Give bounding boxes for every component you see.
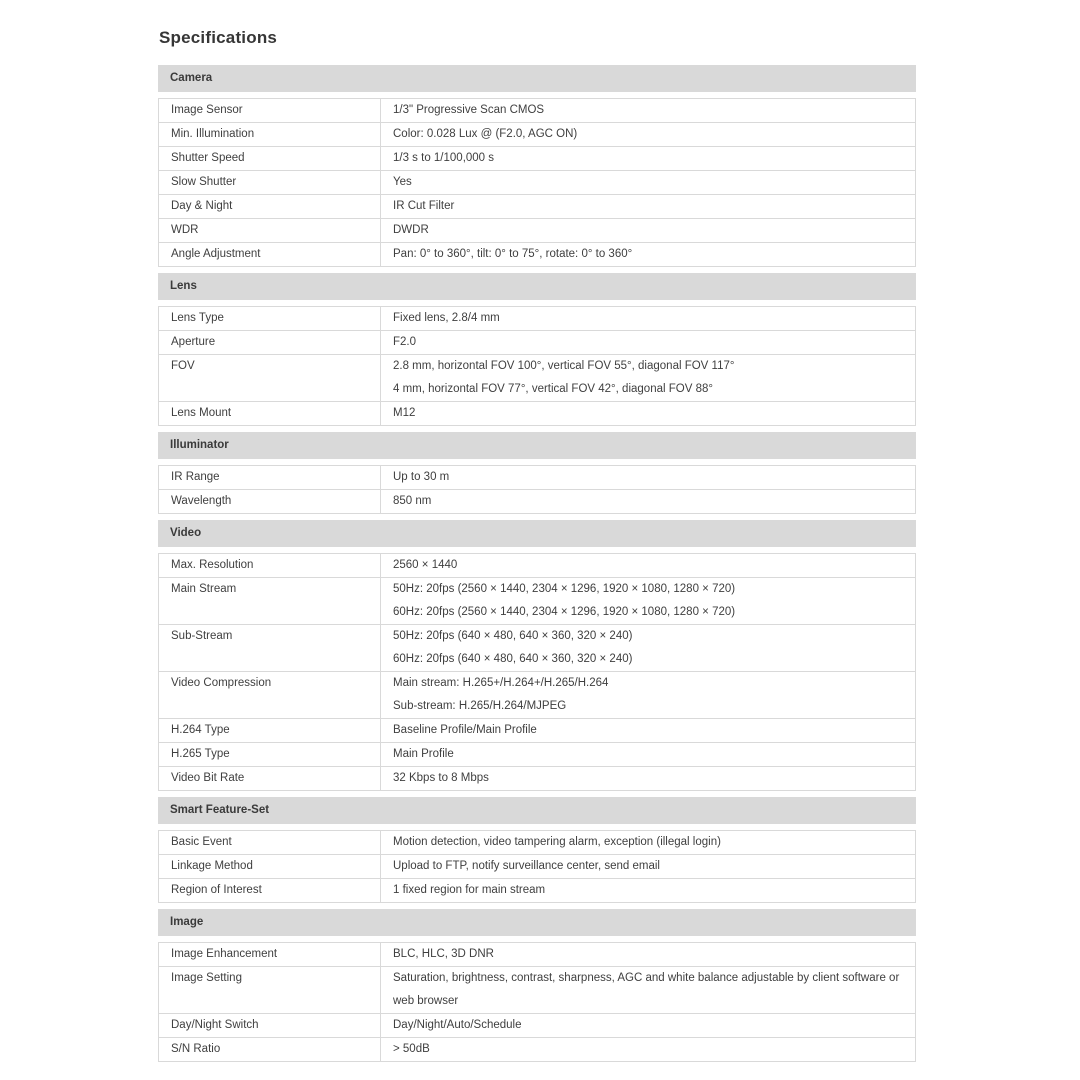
spec-value xyxy=(381,743,915,766)
spec-value xyxy=(381,195,915,218)
section-header: Camera xyxy=(158,65,916,92)
section-rows xyxy=(158,465,916,514)
spec-row xyxy=(159,466,915,489)
spec-value-line: Upload to FTP, notify surveillance center, send email xyxy=(393,860,660,872)
spec-label: Basic Event xyxy=(159,831,381,854)
spec-value-line: 50Hz: 20fps (640 × 480, 640 × 360, 320 × 240) xyxy=(393,630,633,642)
spec-row xyxy=(159,146,915,170)
spec-value-line: 2.8 mm, horizontal FOV 100°, vertical FOV 55°, diagonal FOV 117° xyxy=(393,360,735,372)
spec-value-line: 2560 × 1440 xyxy=(393,559,458,571)
section-rows xyxy=(158,98,916,267)
spec-label: Image Sensor xyxy=(159,99,381,122)
spec-label: Region of Interest xyxy=(159,879,381,902)
spec-value xyxy=(381,719,915,742)
section-rows xyxy=(158,306,916,426)
spec-row xyxy=(159,122,915,146)
spec-row xyxy=(159,1013,915,1037)
spec-value-line: M12 xyxy=(393,407,416,419)
spec-section xyxy=(158,909,916,1062)
spec-value-line: Yes xyxy=(393,176,412,188)
spec-label: Max. Resolution xyxy=(159,554,381,577)
spec-value-line: Up to 30 m xyxy=(393,471,450,483)
spec-label: Aperture xyxy=(159,331,381,354)
spec-value xyxy=(381,402,915,425)
spec-value xyxy=(381,331,915,354)
spec-label: Day/Night Switch xyxy=(159,1014,381,1037)
section-header: Illuminator xyxy=(158,432,916,459)
spec-row xyxy=(159,99,915,122)
spec-value-line: Pan: 0° to 360°, tilt: 0° to 75°, rotate: 0° to 360° xyxy=(393,248,633,260)
spec-value-line: Motion detection, video tampering alarm, exception (illegal login) xyxy=(393,836,721,848)
spec-value-line: 32 Kbps to 8 Mbps xyxy=(393,772,489,784)
spec-row xyxy=(159,742,915,766)
spec-label: Slow Shutter xyxy=(159,171,381,194)
spec-label: Linkage Method xyxy=(159,855,381,878)
spec-value xyxy=(381,219,915,242)
spec-value xyxy=(381,879,915,902)
spec-label: Shutter Speed xyxy=(159,147,381,170)
section-header: Smart Feature-Set xyxy=(158,797,916,824)
spec-value-line: Sub-stream: H.265/H.264/MJPEG xyxy=(393,700,567,712)
spec-row xyxy=(159,554,915,577)
page-title: Specifications xyxy=(159,28,278,47)
spec-label: Main Stream xyxy=(159,578,381,624)
spec-value xyxy=(381,123,915,146)
spec-row xyxy=(159,766,915,790)
spec-label: Lens Type xyxy=(159,307,381,330)
spec-label: Day & Night xyxy=(159,195,381,218)
spec-label: H.265 Type xyxy=(159,743,381,766)
spec-label: Angle Adjustment xyxy=(159,243,381,266)
spec-value xyxy=(381,243,915,266)
spec-value-line: Day/Night/Auto/Schedule xyxy=(393,1019,522,1031)
spec-value xyxy=(381,578,915,624)
spec-label: H.264 Type xyxy=(159,719,381,742)
spec-row xyxy=(159,1037,915,1061)
spec-row xyxy=(159,401,915,425)
spec-row xyxy=(159,943,915,966)
spec-row xyxy=(159,966,915,1013)
spec-value-line: Fixed lens, 2.8/4 mm xyxy=(393,312,500,324)
spec-value xyxy=(381,171,915,194)
section-rows xyxy=(158,830,916,903)
spec-label: FOV xyxy=(159,355,381,401)
spec-value xyxy=(381,967,915,1013)
section-header: Image xyxy=(158,909,916,936)
spec-value xyxy=(381,855,915,878)
spec-label: Image Setting xyxy=(159,967,381,1013)
spec-section xyxy=(158,432,916,514)
spec-label: Lens Mount xyxy=(159,402,381,425)
spec-row xyxy=(159,218,915,242)
spec-row xyxy=(159,878,915,902)
spec-row xyxy=(159,330,915,354)
spec-value xyxy=(381,831,915,854)
spec-section xyxy=(158,65,916,267)
section-rows xyxy=(158,942,916,1062)
spec-label: Video Compression xyxy=(159,672,381,718)
spec-value-line: Color: 0.028 Lux @ (F2.0, AGC ON) xyxy=(393,128,578,140)
spec-value xyxy=(381,307,915,330)
section-rows xyxy=(158,553,916,791)
spec-label: S/N Ratio xyxy=(159,1038,381,1061)
spec-row xyxy=(159,718,915,742)
spec-value-line: 50Hz: 20fps (2560 × 1440, 2304 × 1296, 1920 × 1080, 1280 × 720) xyxy=(393,583,736,595)
spec-row xyxy=(159,854,915,878)
spec-value xyxy=(381,490,915,513)
spec-value-line: F2.0 xyxy=(393,336,417,348)
spec-value-line: 1 fixed region for main stream xyxy=(393,884,546,896)
spec-row xyxy=(159,831,915,854)
spec-value-line: 1/3 s to 1/100,000 s xyxy=(393,152,495,164)
spec-value-line: 850 nm xyxy=(393,495,432,507)
specifications-table xyxy=(158,65,916,1062)
spec-value-line: IR Cut Filter xyxy=(393,200,455,212)
spec-label: Sub-Stream xyxy=(159,625,381,671)
spec-value xyxy=(381,625,915,671)
spec-value-line: 60Hz: 20fps (640 × 480, 640 × 360, 320 × 240) xyxy=(393,653,633,665)
spec-section xyxy=(158,520,916,791)
spec-value-line: Main Profile xyxy=(393,748,454,760)
spec-row xyxy=(159,170,915,194)
spec-section xyxy=(158,797,916,903)
spec-value xyxy=(381,672,915,718)
spec-label: Wavelength xyxy=(159,490,381,513)
spec-value-line: Main stream: H.265+/H.264+/H.265/H.264 xyxy=(393,677,609,689)
spec-value-line: 1/3" Progressive Scan CMOS xyxy=(393,104,545,116)
spec-value xyxy=(381,147,915,170)
spec-label: IR Range xyxy=(159,466,381,489)
spec-value-line: > 50dB xyxy=(393,1043,430,1055)
spec-label: Video Bit Rate xyxy=(159,767,381,790)
spec-value xyxy=(381,466,915,489)
spec-row xyxy=(159,354,915,401)
spec-value-line: Saturation, brightness, contrast, sharpness, AGC and white balance adjustable by client software or web browser xyxy=(393,972,900,1007)
spec-value xyxy=(381,943,915,966)
spec-label: WDR xyxy=(159,219,381,242)
spec-value-line: BLC, HLC, 3D DNR xyxy=(393,948,494,960)
section-header: Lens xyxy=(158,273,916,300)
spec-value-line: Baseline Profile/Main Profile xyxy=(393,724,537,736)
spec-row xyxy=(159,671,915,718)
spec-value xyxy=(381,767,915,790)
spec-value xyxy=(381,99,915,122)
spec-value-line: DWDR xyxy=(393,224,429,236)
section-header: Video xyxy=(158,520,916,547)
spec-row xyxy=(159,242,915,266)
spec-row xyxy=(159,194,915,218)
spec-row xyxy=(159,577,915,624)
spec-value xyxy=(381,1038,915,1061)
spec-row xyxy=(159,489,915,513)
spec-value xyxy=(381,355,915,401)
spec-row xyxy=(159,307,915,330)
spec-value xyxy=(381,1014,915,1037)
spec-value xyxy=(381,554,915,577)
spec-label: Image Enhancement xyxy=(159,943,381,966)
spec-row xyxy=(159,624,915,671)
spec-value-line: 4 mm, horizontal FOV 77°, vertical FOV 42°, diagonal FOV 88° xyxy=(393,383,713,395)
spec-section xyxy=(158,273,916,426)
spec-label: Min. Illumination xyxy=(159,123,381,146)
spec-value-line: 60Hz: 20fps (2560 × 1440, 2304 × 1296, 1920 × 1080, 1280 × 720) xyxy=(393,606,736,618)
spec-sheet-page xyxy=(158,28,916,1062)
